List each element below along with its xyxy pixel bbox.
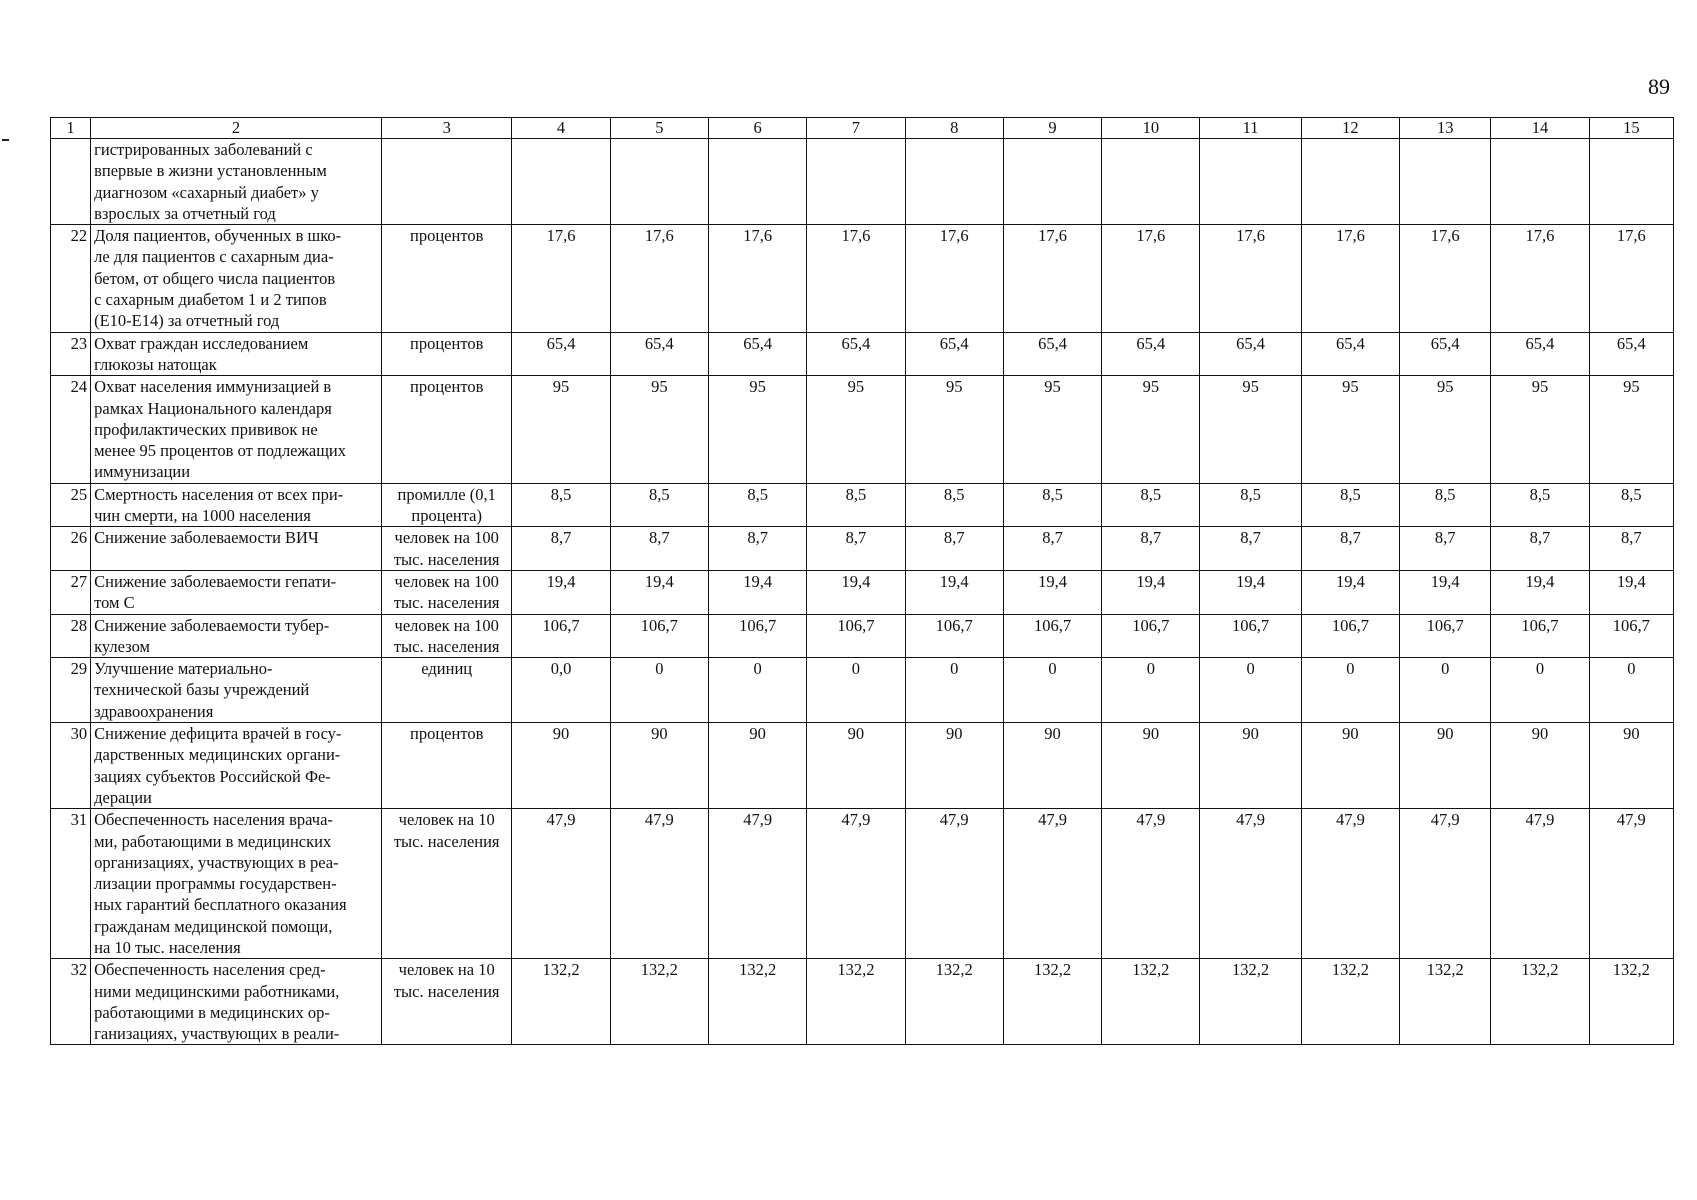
- value-cell: 95: [1003, 376, 1101, 483]
- value-cell: 132,2: [1102, 959, 1200, 1045]
- value-cell: 17,6: [610, 225, 708, 332]
- value-cell: 95: [1589, 376, 1673, 483]
- value-cell: 90: [905, 723, 1003, 809]
- value-cell: 0: [807, 658, 905, 723]
- indicator-name-line: ними медицинскими работниками,: [94, 981, 340, 1001]
- value-cell: 47,9: [807, 809, 905, 959]
- value-cell: 65,4: [807, 332, 905, 376]
- unit-line: тыс. населения: [393, 831, 500, 851]
- row-number: 24: [51, 376, 91, 483]
- value-cell: 17,6: [807, 225, 905, 332]
- unit-line: человек на 10: [398, 810, 495, 830]
- header-cell: 2: [91, 118, 382, 139]
- indicator-name-line: чин смерти, на 1000 населения: [94, 506, 311, 526]
- table-row: [51, 332, 1674, 376]
- indicator-name-line: Охват населения иммунизацией в: [94, 377, 332, 397]
- unit-cell: [382, 225, 512, 332]
- unit-line: процентов: [410, 377, 484, 397]
- value-cell: 65,4: [1491, 332, 1589, 376]
- header-cell: 6: [708, 118, 806, 139]
- indicator-name: [91, 527, 382, 571]
- value-cell: 0: [1102, 658, 1200, 723]
- value-cell: 0: [1200, 658, 1301, 723]
- value-cell: 47,9: [905, 809, 1003, 959]
- indicator-name: [91, 332, 382, 376]
- table-row: [51, 723, 1674, 809]
- unit-cell: [382, 723, 512, 809]
- value-cell: [512, 139, 610, 225]
- value-cell: 106,7: [1102, 614, 1200, 658]
- value-cell: 8,5: [1301, 483, 1399, 527]
- value-cell: 0: [1301, 658, 1399, 723]
- unit-line: процентов: [410, 724, 484, 744]
- value-cell: 0,0: [512, 658, 610, 723]
- value-cell: 132,2: [1003, 959, 1101, 1045]
- value-cell: 90: [512, 723, 610, 809]
- value-cell: 0: [1589, 658, 1673, 723]
- indicator-name-line: Снижение дефицита врачей в госу-: [94, 724, 342, 744]
- row-number: 25: [51, 483, 91, 527]
- header-cell: 8: [905, 118, 1003, 139]
- value-cell: [1301, 139, 1399, 225]
- value-cell: 19,4: [512, 570, 610, 614]
- value-cell: [905, 139, 1003, 225]
- unit-cell: [382, 483, 512, 527]
- indicator-name-line: иммунизации: [94, 462, 191, 482]
- value-cell: 65,4: [905, 332, 1003, 376]
- value-cell: 106,7: [1003, 614, 1101, 658]
- unit-cell: [382, 809, 512, 959]
- value-cell: 65,4: [1400, 332, 1491, 376]
- unit-line: тыс. населения: [393, 981, 500, 1001]
- value-cell: 19,4: [708, 570, 806, 614]
- indicator-name-line: Обеспеченность населения врача-: [94, 810, 333, 830]
- margin-mark: [2, 139, 9, 141]
- header-cell: 13: [1400, 118, 1491, 139]
- value-cell: 47,9: [512, 809, 610, 959]
- header-cell: 11: [1200, 118, 1301, 139]
- value-cell: 8,7: [1589, 527, 1673, 571]
- value-cell: 17,6: [1003, 225, 1101, 332]
- table-row: [51, 570, 1674, 614]
- value-cell: 19,4: [1400, 570, 1491, 614]
- value-cell: 90: [807, 723, 905, 809]
- unit-line: человек на 10: [398, 960, 495, 980]
- indicator-name-line: Доля пациентов, обученных в шко-: [94, 226, 342, 246]
- value-cell: 19,4: [807, 570, 905, 614]
- unit-cell: [382, 658, 512, 723]
- indicator-name-line: на 10 тыс. населения: [94, 937, 241, 957]
- value-cell: 47,9: [610, 809, 708, 959]
- indicator-name-line: впервые в жизни установленным: [94, 161, 327, 181]
- indicator-name: [91, 809, 382, 959]
- indicator-name-line: глюкозы натощак: [94, 354, 217, 374]
- value-cell: 17,6: [905, 225, 1003, 332]
- row-number: 27: [51, 570, 91, 614]
- value-cell: 8,5: [1400, 483, 1491, 527]
- value-cell: 95: [1200, 376, 1301, 483]
- indicator-name-line: рамках Национального календаря: [94, 398, 332, 418]
- value-cell: 132,2: [1491, 959, 1589, 1045]
- row-number: 30: [51, 723, 91, 809]
- value-cell: 47,9: [708, 809, 806, 959]
- indicator-name: [91, 658, 382, 723]
- value-cell: 8,5: [610, 483, 708, 527]
- table-row: [51, 527, 1674, 571]
- value-cell: 106,7: [708, 614, 806, 658]
- unit-line: человек на 100: [394, 571, 499, 591]
- value-cell: 106,7: [1301, 614, 1399, 658]
- value-cell: 17,6: [1589, 225, 1673, 332]
- indicator-name-line: Снижение заболеваемости гепати-: [94, 571, 337, 591]
- unit-cell: [382, 614, 512, 658]
- value-cell: 8,5: [807, 483, 905, 527]
- unit-line: тыс. населения: [393, 593, 500, 613]
- value-cell: 17,6: [1200, 225, 1301, 332]
- value-cell: 17,6: [708, 225, 806, 332]
- value-cell: 132,2: [1200, 959, 1301, 1045]
- value-cell: 95: [512, 376, 610, 483]
- value-cell: 8,5: [512, 483, 610, 527]
- value-cell: 8,7: [1200, 527, 1301, 571]
- value-cell: 132,2: [807, 959, 905, 1045]
- value-cell: 106,7: [905, 614, 1003, 658]
- indicator-name-line: Обеспеченность населения сред-: [94, 960, 326, 980]
- value-cell: [1200, 139, 1301, 225]
- value-cell: [1102, 139, 1200, 225]
- indicator-name-line: взрослых за отчетный год: [94, 203, 276, 223]
- value-cell: [1589, 139, 1673, 225]
- value-cell: 106,7: [1200, 614, 1301, 658]
- unit-line: тыс. населения: [393, 636, 500, 656]
- indicator-name-line: ми, работающими в медицинских: [94, 831, 332, 851]
- value-cell: 106,7: [807, 614, 905, 658]
- value-cell: 95: [807, 376, 905, 483]
- row-number: 29: [51, 658, 91, 723]
- value-cell: 8,5: [1003, 483, 1101, 527]
- value-cell: 95: [1301, 376, 1399, 483]
- value-cell: 106,7: [1589, 614, 1673, 658]
- value-cell: 90: [610, 723, 708, 809]
- value-cell: 95: [905, 376, 1003, 483]
- header-cell: 9: [1003, 118, 1101, 139]
- indicator-name: [91, 614, 382, 658]
- indicator-name-line: профилактических прививок не: [94, 419, 318, 439]
- value-cell: 0: [610, 658, 708, 723]
- value-cell: 95: [1491, 376, 1589, 483]
- header-cell: 12: [1301, 118, 1399, 139]
- value-cell: [807, 139, 905, 225]
- indicator-name-line: ных гарантий бесплатного оказания: [94, 895, 347, 915]
- value-cell: 132,2: [708, 959, 806, 1045]
- unit-cell: [382, 376, 512, 483]
- value-cell: 8,5: [1589, 483, 1673, 527]
- value-cell: 95: [1102, 376, 1200, 483]
- value-cell: 8,5: [1200, 483, 1301, 527]
- indicators-table: [50, 117, 1674, 1045]
- value-cell: 0: [1003, 658, 1101, 723]
- value-cell: 90: [1491, 723, 1589, 809]
- indicator-name-line: Смертность населения от всех при-: [94, 484, 344, 504]
- indicator-name: [91, 376, 382, 483]
- table-row: [51, 959, 1674, 1045]
- value-cell: 65,4: [512, 332, 610, 376]
- value-cell: 0: [708, 658, 806, 723]
- value-cell: 8,7: [708, 527, 806, 571]
- value-cell: 95: [708, 376, 806, 483]
- header-cell: 1: [51, 118, 91, 139]
- indicator-name-line: менее 95 процентов от подлежащих: [94, 441, 347, 461]
- value-cell: 132,2: [1589, 959, 1673, 1045]
- header-cell: 14: [1491, 118, 1589, 139]
- value-cell: 19,4: [1102, 570, 1200, 614]
- value-cell: 8,5: [1102, 483, 1200, 527]
- value-cell: [1400, 139, 1491, 225]
- unit-cell: [382, 332, 512, 376]
- table-row: [51, 139, 1674, 225]
- indicator-name-line: ганизациях, участвующих в реали-: [94, 1024, 340, 1044]
- indicator-name-line: зациях субъектов Российской Фе-: [94, 766, 331, 786]
- indicator-name-line: диагнозом «сахарный диабет» у: [94, 182, 319, 202]
- value-cell: 95: [1400, 376, 1491, 483]
- value-cell: 65,4: [1301, 332, 1399, 376]
- indicator-name-line: работающими в медицинских ор-: [94, 1002, 330, 1022]
- indicator-name-line: лизации программы государствен-: [94, 874, 337, 894]
- indicator-name-line: (Е10-Е14) за отчетный год: [94, 311, 280, 331]
- header-cell: 3: [382, 118, 512, 139]
- header-cell: 5: [610, 118, 708, 139]
- value-cell: 19,4: [905, 570, 1003, 614]
- unit-cell: [382, 139, 512, 225]
- value-cell: 47,9: [1003, 809, 1101, 959]
- unit-line: процентов: [410, 333, 484, 353]
- value-cell: 19,4: [1491, 570, 1589, 614]
- row-number: 28: [51, 614, 91, 658]
- indicator-name-line: том С: [94, 593, 135, 613]
- unit-line: человек на 100: [394, 615, 499, 635]
- indicator-name-line: кулезом: [94, 636, 150, 656]
- value-cell: 65,4: [708, 332, 806, 376]
- unit-cell: [382, 527, 512, 571]
- indicator-name-line: с сахарным диабетом 1 и 2 типов: [94, 290, 327, 310]
- value-cell: 19,4: [1589, 570, 1673, 614]
- value-cell: 8,7: [1301, 527, 1399, 571]
- value-cell: 8,5: [1491, 483, 1589, 527]
- value-cell: 19,4: [1003, 570, 1101, 614]
- indicator-name-line: Охват граждан исследованием: [94, 333, 309, 353]
- value-cell: 90: [708, 723, 806, 809]
- indicator-name: [91, 959, 382, 1045]
- value-cell: 47,9: [1301, 809, 1399, 959]
- value-cell: 90: [1400, 723, 1491, 809]
- table-row: [51, 376, 1674, 483]
- value-cell: 65,4: [1003, 332, 1101, 376]
- indicator-name-line: здравоохранения: [94, 701, 214, 721]
- value-cell: 17,6: [1102, 225, 1200, 332]
- indicator-name: [91, 570, 382, 614]
- indicator-name: [91, 139, 382, 225]
- value-cell: 19,4: [1200, 570, 1301, 614]
- indicator-name-line: гистрированных заболеваний с: [94, 140, 313, 159]
- value-cell: 17,6: [512, 225, 610, 332]
- value-cell: 106,7: [610, 614, 708, 658]
- value-cell: 17,6: [1400, 225, 1491, 332]
- indicator-name-line: Снижение заболеваемости тубер-: [94, 615, 330, 635]
- value-cell: 132,2: [1301, 959, 1399, 1045]
- value-cell: 8,5: [905, 483, 1003, 527]
- indicator-name-line: дерации: [94, 787, 152, 807]
- value-cell: 90: [1589, 723, 1673, 809]
- value-cell: 8,7: [1003, 527, 1101, 571]
- value-cell: 8,7: [610, 527, 708, 571]
- table-row: [51, 614, 1674, 658]
- value-cell: 132,2: [610, 959, 708, 1045]
- value-cell: 106,7: [1400, 614, 1491, 658]
- value-cell: [610, 139, 708, 225]
- unit-line: процента): [411, 506, 482, 526]
- row-number: 22: [51, 225, 91, 332]
- unit-line: процентов: [410, 226, 484, 246]
- value-cell: 132,2: [905, 959, 1003, 1045]
- unit-line: тыс. населения: [393, 549, 500, 569]
- table-row: [51, 809, 1674, 959]
- value-cell: 106,7: [512, 614, 610, 658]
- row-number: 32: [51, 959, 91, 1045]
- value-cell: 95: [610, 376, 708, 483]
- value-cell: 47,9: [1200, 809, 1301, 959]
- page-number: 89: [1648, 74, 1670, 99]
- header-row: [51, 118, 1674, 139]
- indicator-name-line: бетом, от общего числа пациентов: [94, 268, 336, 288]
- row-number: 23: [51, 332, 91, 376]
- indicator-name-line: Улучшение материально-: [94, 659, 273, 679]
- value-cell: [1003, 139, 1101, 225]
- value-cell: 47,9: [1102, 809, 1200, 959]
- unit-line: единиц: [421, 659, 473, 679]
- value-cell: 65,4: [1102, 332, 1200, 376]
- value-cell: 0: [1491, 658, 1589, 723]
- value-cell: 65,4: [1200, 332, 1301, 376]
- value-cell: 19,4: [1301, 570, 1399, 614]
- value-cell: 90: [1003, 723, 1101, 809]
- value-cell: 65,4: [1589, 332, 1673, 376]
- unit-cell: [382, 570, 512, 614]
- value-cell: [1491, 139, 1589, 225]
- header-cell: 7: [807, 118, 905, 139]
- indicator-name-line: Снижение заболеваемости ВИЧ: [94, 528, 319, 548]
- value-cell: 47,9: [1589, 809, 1673, 959]
- unit-cell: [382, 959, 512, 1045]
- unit-line: промилле (0,1: [397, 484, 496, 504]
- indicator-name: [91, 225, 382, 332]
- value-cell: 8,7: [905, 527, 1003, 571]
- table-row: [51, 658, 1674, 723]
- value-cell: 0: [1400, 658, 1491, 723]
- value-cell: 47,9: [1491, 809, 1589, 959]
- value-cell: 8,7: [1400, 527, 1491, 571]
- unit-line: человек на 100: [394, 528, 499, 548]
- value-cell: 8,7: [1491, 527, 1589, 571]
- value-cell: 90: [1102, 723, 1200, 809]
- header-cell: 15: [1589, 118, 1673, 139]
- value-cell: 8,7: [1102, 527, 1200, 571]
- value-cell: 65,4: [610, 332, 708, 376]
- row-number: 26: [51, 527, 91, 571]
- indicator-name-line: гражданам медицинской помощи,: [94, 916, 333, 936]
- value-cell: 132,2: [512, 959, 610, 1045]
- indicator-name-line: ле для пациентов с сахарным диа-: [94, 247, 334, 267]
- value-cell: 19,4: [610, 570, 708, 614]
- value-cell: 8,7: [512, 527, 610, 571]
- indicator-name: [91, 723, 382, 809]
- value-cell: [708, 139, 806, 225]
- indicator-name-line: дарственных медицинских органи-: [94, 745, 341, 765]
- value-cell: 17,6: [1491, 225, 1589, 332]
- table-row: [51, 483, 1674, 527]
- header-cell: 10: [1102, 118, 1200, 139]
- value-cell: 132,2: [1400, 959, 1491, 1045]
- value-cell: 90: [1200, 723, 1301, 809]
- row-number: [51, 139, 91, 225]
- indicator-name-line: технической базы учреждений: [94, 680, 310, 700]
- indicator-name: [91, 483, 382, 527]
- value-cell: 17,6: [1301, 225, 1399, 332]
- header-cell: 4: [512, 118, 610, 139]
- value-cell: 106,7: [1491, 614, 1589, 658]
- value-cell: 8,7: [807, 527, 905, 571]
- value-cell: 47,9: [1400, 809, 1491, 959]
- value-cell: 90: [1301, 723, 1399, 809]
- row-number: 31: [51, 809, 91, 959]
- value-cell: 0: [905, 658, 1003, 723]
- indicator-name-line: организациях, участвующих в реа-: [94, 852, 339, 872]
- table-body: [51, 118, 1674, 1045]
- value-cell: 8,5: [708, 483, 806, 527]
- table-row: [51, 225, 1674, 332]
